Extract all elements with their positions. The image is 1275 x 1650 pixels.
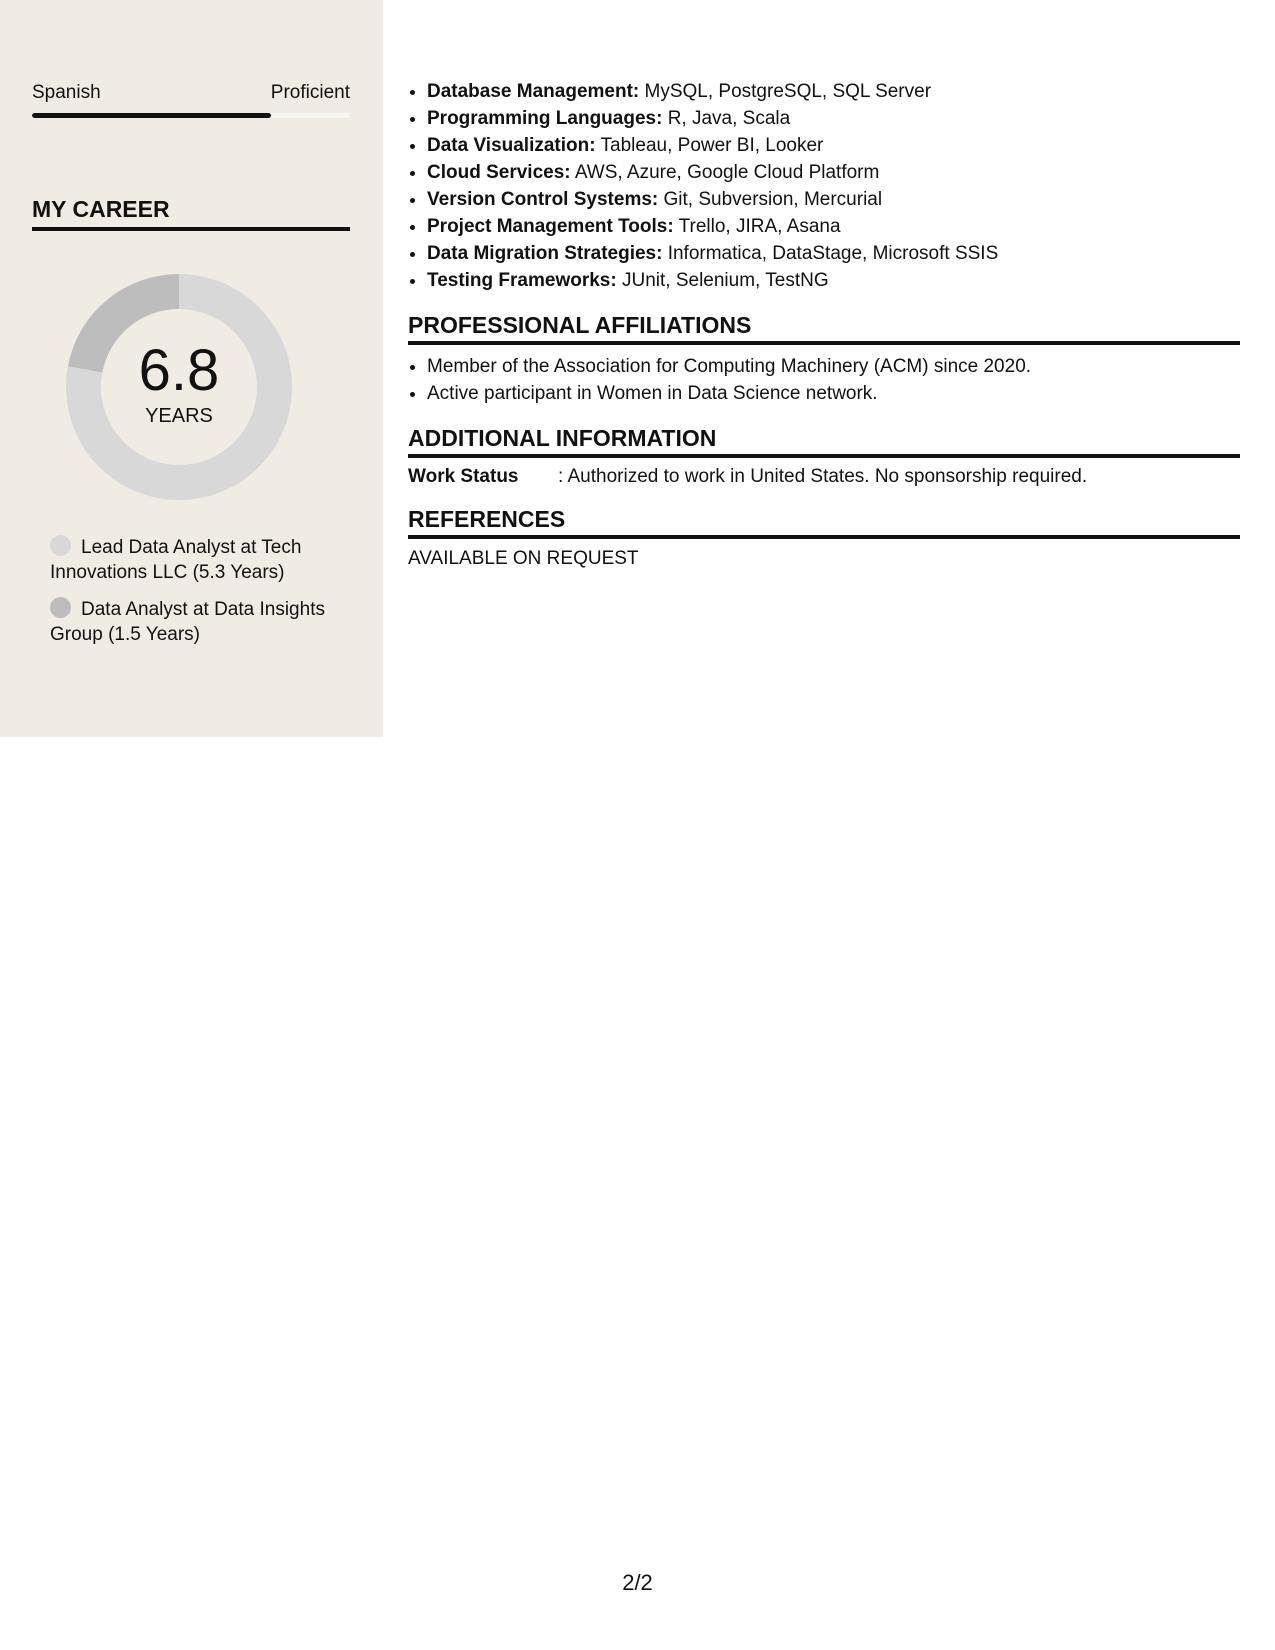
skill-item xyxy=(427,267,1240,294)
language-level: Proficient xyxy=(270,82,350,103)
career-total-years: 6.8 xyxy=(138,338,220,403)
skill-label: Programming Languages: xyxy=(427,108,663,129)
skill-value: MySQL, PostgreSQL, SQL Server xyxy=(639,81,932,102)
sidebar xyxy=(0,0,383,737)
skill-label: Version Control Systems: xyxy=(427,189,659,210)
skill-item xyxy=(427,78,1240,105)
legend-dot xyxy=(50,597,71,618)
skill-value: AWS, Azure, Google Cloud Platform xyxy=(570,162,880,183)
skill-label: Data Migration Strategies: xyxy=(427,243,663,264)
affiliations-list xyxy=(408,353,1240,407)
career-years-unit: YEARS xyxy=(145,405,213,427)
affiliations-heading: PROFESSIONAL AFFILIATIONS xyxy=(408,312,1240,345)
page-number: 2/2 xyxy=(622,1570,653,1595)
references-text: AVAILABLE ON REQUEST xyxy=(408,548,639,569)
skill-value: Trello, JIRA, Asana xyxy=(673,216,841,237)
language-row xyxy=(32,82,350,104)
skill-item xyxy=(427,105,1240,132)
skill-value: JUnit, Selenium, TestNG xyxy=(616,270,829,291)
skill-item xyxy=(427,186,1240,213)
legend-item xyxy=(50,535,350,585)
affiliation-item: • Active participant in Women in Data Science network. xyxy=(427,380,1240,407)
career-donut-chart xyxy=(66,274,292,500)
work-status-row xyxy=(408,466,1240,488)
language-name: Spanish xyxy=(32,82,101,103)
legend-item xyxy=(50,597,350,647)
skill-value: Tableau, Power BI, Looker xyxy=(595,135,824,156)
legend-label: Lead Data Analyst at Tech Innovations LLC (5.3 Years) xyxy=(50,537,302,583)
additional-info-heading: ADDITIONAL INFORMATION xyxy=(408,425,1240,458)
language-level-fill xyxy=(32,113,271,118)
career-legend xyxy=(50,535,350,659)
references-heading: REFERENCES xyxy=(408,506,1240,539)
skill-label: Cloud Services: xyxy=(427,162,571,183)
skill-label: Database Management: xyxy=(427,81,640,102)
skill-value: Informatica, DataStage, Microsoft SSIS xyxy=(662,243,999,264)
language-level-bar xyxy=(32,113,350,118)
skill-label: Project Management Tools: xyxy=(427,216,674,237)
skill-item xyxy=(427,132,1240,159)
career-heading: MY CAREER xyxy=(32,196,350,231)
skill-label: Testing Frameworks: xyxy=(427,270,617,291)
work-status-label: Work Status xyxy=(408,466,519,487)
skill-item xyxy=(427,213,1240,240)
legend-label: Data Analyst at Data Insights Group (1.5 Years) xyxy=(50,599,325,645)
skill-item xyxy=(427,240,1240,267)
skill-label: Data Visualization: xyxy=(427,135,596,156)
skills-list xyxy=(408,78,1240,294)
skill-value: Git, Subversion, Mercurial xyxy=(658,189,883,210)
main-content xyxy=(408,78,1240,570)
skill-value: R, Java, Scala xyxy=(662,108,791,129)
work-status-value: : Authorized to work in United States. No sponsorship required. xyxy=(558,466,1088,487)
legend-dot xyxy=(50,535,71,556)
affiliation-item: • Member of the Association for Computing Machinery (ACM) since 2020. xyxy=(427,353,1240,380)
skill-item xyxy=(427,159,1240,186)
